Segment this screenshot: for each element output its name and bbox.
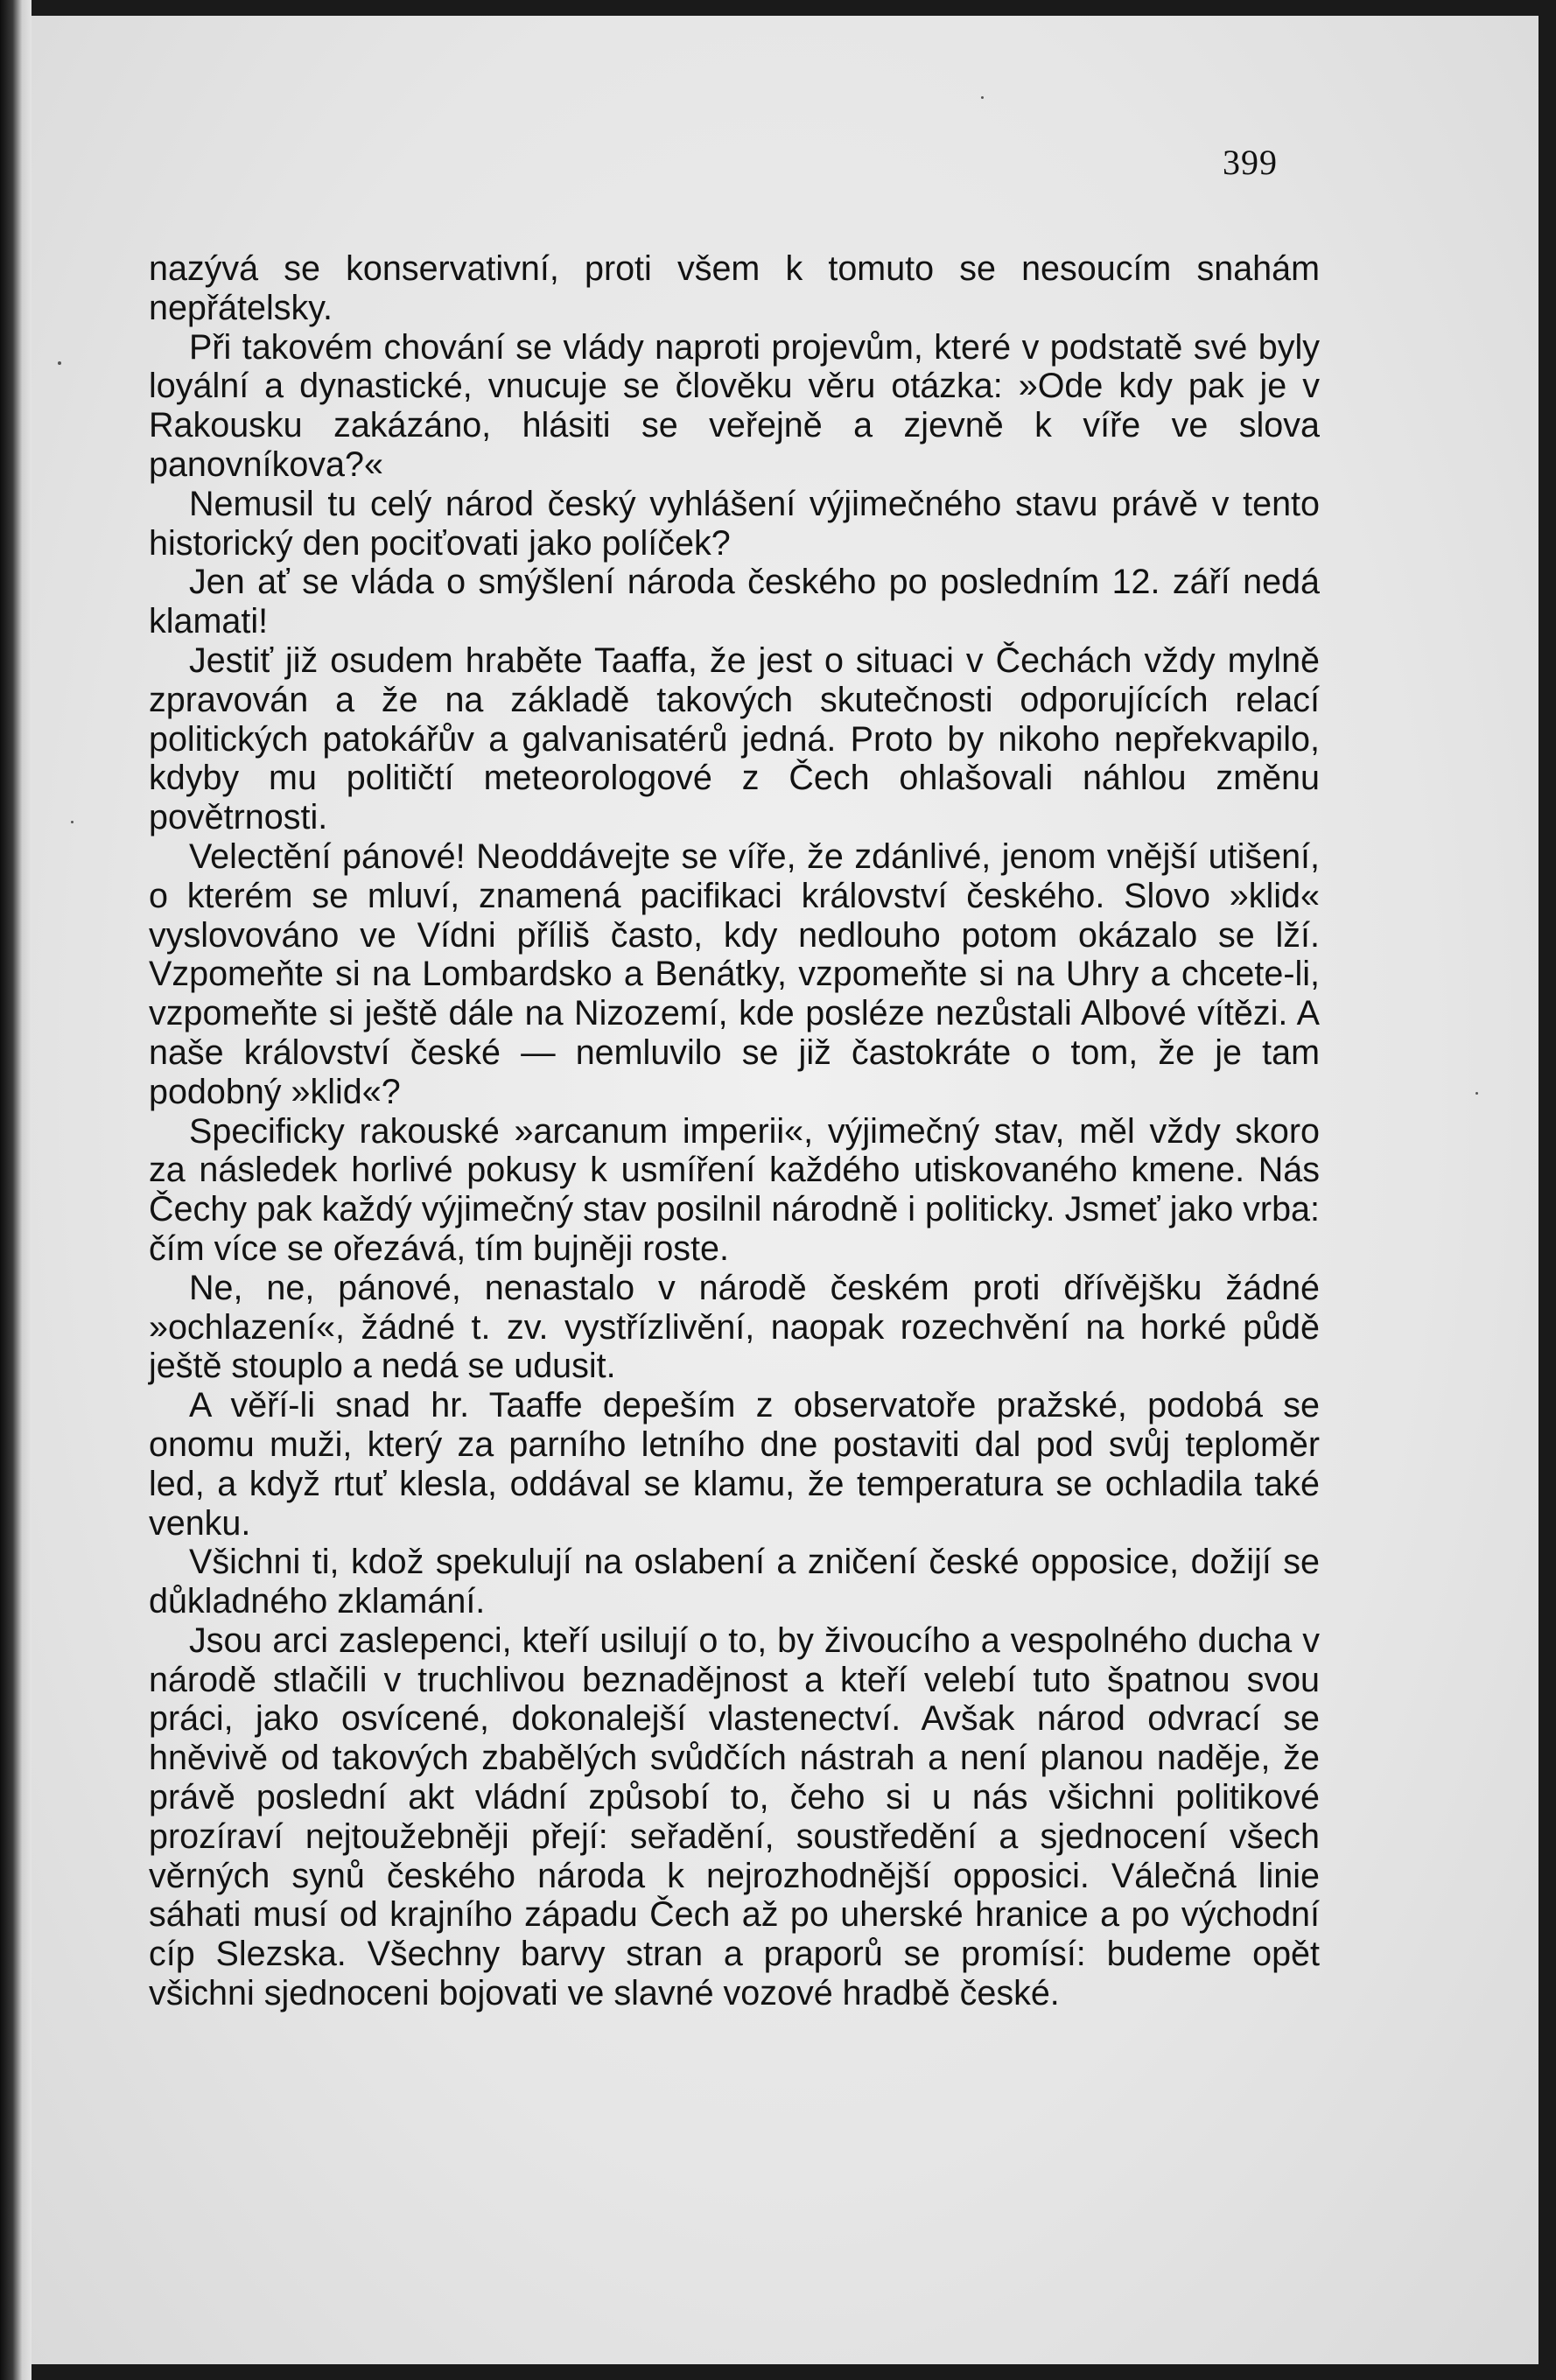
paragraph: Nemusil tu celý národ český vyhlášení výjimečného stavu právě v tento historický den pociťovati jako políček? <box>149 484 1320 563</box>
paragraph: Jen ať se vláda o smýšlení národa českého po posledním 12. září nedá klamati! <box>149 563 1320 641</box>
speck <box>981 96 984 99</box>
speck <box>1475 1092 1478 1095</box>
paragraph: Specificky rakouské »arcanum imperii«, výjimečný stav, měl vždy skoro za následek horlivé pokusy k usmíření každého utiskovaného kmene. Nás Čechy pak každý výjimečný stav posilnil národně i politicky. Jsmeť jako vrba: čím více se ořezává, tím bujněji roste. <box>149 1111 1320 1268</box>
paragraph: Při takovém chování se vlády naproti projevům, které v podstatě své byly loyální a dynastické, vnucuje se člověku věru otázka: »Ode kdy pak je v Rakousku zakázáno, hlásiti se veřejně a zjevně k víře ve slova panovníkova?« <box>149 327 1320 484</box>
paragraph: Velectění pánové! Neoddávejte se víře, že zdánlivé, jenom vnější utišení, o kterém se mluví, znamená pacifikaci království českého. Slovo »klid« vyslovováno ve Vídni příliš často, kdy nedlouho potom okázalo se lží. Vzpomeňte si na Lombardsko a Benátky, vzpomeňte si na Uhry a chcete-li, vzpomeňte si ještě dále na Nizozemí, kde posléze nezůstali Albové vítězi. A naše království české — nemluvilo se již častokráte o tom, že je tam podobný »klid«? <box>149 836 1320 1111</box>
paragraph: Všichni ti, kdož spekulují na oslabení a zničení české opposice, dožijí se důkladného zklamání. <box>149 1543 1320 1621</box>
paragraph: Jestiť již osudem hraběte Taaffa, že jest o situaci v Čechách vždy mylně zpravován a že na základě takových skutečnosti odporujících relací politických patokářův a galvanisatérů jedná. Proto by nikoho nepřekvapilo, kdyby mu političtí meteorologové z Čech ohlašovali náhlou změnu povětrnosti. <box>149 640 1320 837</box>
paragraph: Ne, ne, pánové, nenastalo v národě českém proti dřívějšku žádné »ochlazení«, žádné t. zv. vystřízlivění, naopak rozechvění na horké půdě ještě stouplo a nedá se udusit. <box>149 1268 1320 1386</box>
paragraph: nazývá se konservativní, proti všem k tomuto se nesoucím snahám nepřátelsky. <box>149 249 1320 327</box>
speck <box>71 821 74 823</box>
page-number: 399 <box>1223 143 1278 182</box>
paragraph: Jsou arci zaslepenci, kteří usilují o to, by živoucího a vespolného ducha v národě stlačili v truchlivou beznadějnost a kteří velebí tuto špatnou svou práci, jako osvícené, dokonalejší vlastenectví. Avšak národ odvrací se hněvivě od takových zbabělých svůdčích nástrah a není planou naděje, že právě poslední akt vládní způsobí to, čeho si u nás všichni politikové prozíraví nejtoužebněji přejí: seřadění, soustředění a sjednocení všech věrných synů českého národa k nejrozhodnější opposici. Válečná linie sáhati musí od krajního západu Čech až po uherské hranice a po východní cíp Slezska. Všechny barvy stran a praporů se promísí: budeme opět všichni sjednoceni bojovati ve slavné vozové hradbě české. <box>149 1620 1320 2013</box>
body-text <box>149 249 1320 2013</box>
scan-edge <box>0 0 32 2380</box>
speck <box>58 361 61 365</box>
paragraph: A věří-li snad hr. Taaffe depeším z observatoře pražské, podobá se onomu muži, který za parního letního dne postaviti dal pod svůj teploměr led, a když rtuť klesla, oddával se klamu, že temperatura se ochladila také venku. <box>149 1386 1320 1543</box>
